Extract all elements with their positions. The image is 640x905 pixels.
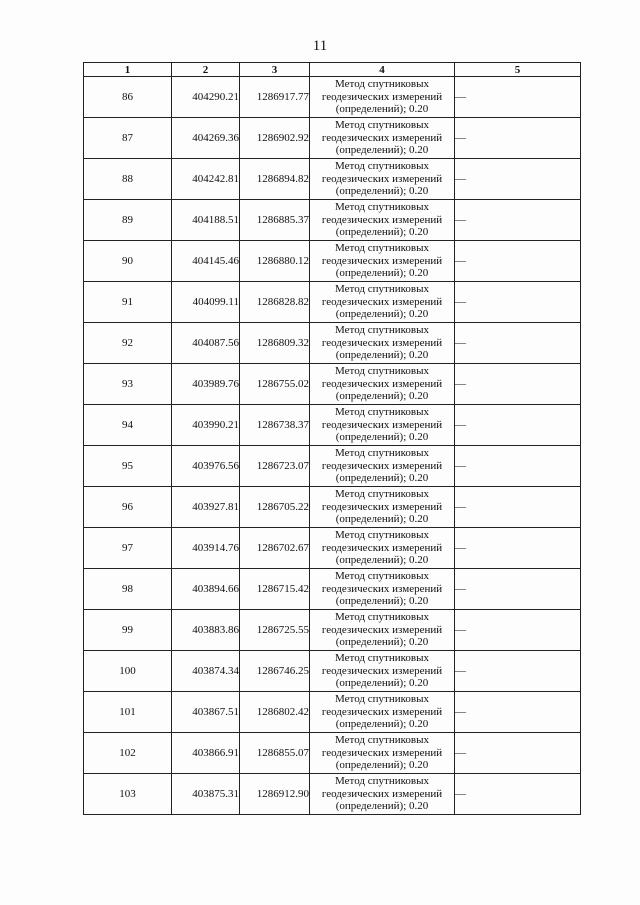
method-cell: Метод спутниковых геодезических измерений (определений); 0.20 [310, 610, 455, 651]
point-number-cell: 86 [84, 77, 172, 118]
method-cell: Метод спутниковых геодезических измерений (определений); 0.20 [310, 487, 455, 528]
table-header-row [84, 63, 581, 77]
point-number-cell: 102 [84, 733, 172, 774]
y-coordinate-cell: 1286738.37 [240, 405, 310, 446]
note-cell: — [455, 692, 581, 733]
note-cell: — [455, 118, 581, 159]
x-coordinate-cell: 403883.86 [172, 610, 240, 651]
point-number-cell: 101 [84, 692, 172, 733]
y-coordinate-cell: 1286855.07 [240, 733, 310, 774]
table-row [84, 651, 581, 692]
x-coordinate-cell: 404242.81 [172, 159, 240, 200]
note-cell: — [455, 77, 581, 118]
method-cell: Метод спутниковых геодезических измерений (определений); 0.20 [310, 733, 455, 774]
y-coordinate-cell: 1286702.67 [240, 528, 310, 569]
note-cell: — [455, 487, 581, 528]
table-row [84, 159, 581, 200]
method-cell: Метод спутниковых геодезических измерений (определений); 0.20 [310, 77, 455, 118]
method-cell: Метод спутниковых геодезических измерений (определений); 0.20 [310, 323, 455, 364]
column-header-3: 3 [240, 63, 310, 77]
point-number-cell: 95 [84, 446, 172, 487]
table-row [84, 364, 581, 405]
note-cell: — [455, 774, 581, 815]
method-cell: Метод спутниковых геодезических измерений (определений); 0.20 [310, 159, 455, 200]
table-row [84, 323, 581, 364]
note-cell: — [455, 569, 581, 610]
method-cell: Метод спутниковых геодезических измерений (определений); 0.20 [310, 446, 455, 487]
method-cell: Метод спутниковых геодезических измерений (определений); 0.20 [310, 364, 455, 405]
note-cell: — [455, 200, 581, 241]
table-row [84, 77, 581, 118]
note-cell: — [455, 241, 581, 282]
method-cell: Метод спутниковых геодезических измерений (определений); 0.20 [310, 528, 455, 569]
note-cell: — [455, 364, 581, 405]
x-coordinate-cell: 403875.31 [172, 774, 240, 815]
table-row [84, 405, 581, 446]
y-coordinate-cell: 1286715.42 [240, 569, 310, 610]
table-row [84, 282, 581, 323]
method-cell: Метод спутниковых геодезических измерений (определений); 0.20 [310, 241, 455, 282]
y-coordinate-cell: 1286902.92 [240, 118, 310, 159]
table-row [84, 733, 581, 774]
column-header-1: 1 [84, 63, 172, 77]
note-cell: — [455, 323, 581, 364]
y-coordinate-cell: 1286828.82 [240, 282, 310, 323]
x-coordinate-cell: 403914.76 [172, 528, 240, 569]
x-coordinate-cell: 403867.51 [172, 692, 240, 733]
coordinates-table [83, 62, 581, 815]
table-row [84, 528, 581, 569]
y-coordinate-cell: 1286723.07 [240, 446, 310, 487]
column-header-2: 2 [172, 63, 240, 77]
y-coordinate-cell: 1286894.82 [240, 159, 310, 200]
point-number-cell: 87 [84, 118, 172, 159]
point-number-cell: 94 [84, 405, 172, 446]
column-header-4: 4 [310, 63, 455, 77]
table-row [84, 118, 581, 159]
x-coordinate-cell: 404099.11 [172, 282, 240, 323]
y-coordinate-cell: 1286885.37 [240, 200, 310, 241]
x-coordinate-cell: 403990.21 [172, 405, 240, 446]
y-coordinate-cell: 1286725.55 [240, 610, 310, 651]
table-row [84, 241, 581, 282]
note-cell: — [455, 651, 581, 692]
note-cell: — [455, 446, 581, 487]
point-number-cell: 89 [84, 200, 172, 241]
point-number-cell: 88 [84, 159, 172, 200]
page-number: 11 [312, 38, 328, 54]
y-coordinate-cell: 1286746.25 [240, 651, 310, 692]
y-coordinate-cell: 1286880.12 [240, 241, 310, 282]
x-coordinate-cell: 403874.34 [172, 651, 240, 692]
point-number-cell: 96 [84, 487, 172, 528]
point-number-cell: 93 [84, 364, 172, 405]
method-cell: Метод спутниковых геодезических измерений (определений); 0.20 [310, 651, 455, 692]
note-cell: — [455, 159, 581, 200]
table-body [84, 77, 581, 815]
note-cell: — [455, 733, 581, 774]
note-cell: — [455, 405, 581, 446]
method-cell: Метод спутниковых геодезических измерений (определений); 0.20 [310, 282, 455, 323]
table-row [84, 569, 581, 610]
table-row [84, 200, 581, 241]
table-row [84, 487, 581, 528]
note-cell: — [455, 282, 581, 323]
table-row [84, 446, 581, 487]
point-number-cell: 91 [84, 282, 172, 323]
x-coordinate-cell: 404269.36 [172, 118, 240, 159]
method-cell: Метод спутниковых геодезических измерений (определений); 0.20 [310, 692, 455, 733]
y-coordinate-cell: 1286755.02 [240, 364, 310, 405]
point-number-cell: 100 [84, 651, 172, 692]
x-coordinate-cell: 403989.76 [172, 364, 240, 405]
table-row [84, 774, 581, 815]
point-number-cell: 92 [84, 323, 172, 364]
x-coordinate-cell: 403976.56 [172, 446, 240, 487]
point-number-cell: 97 [84, 528, 172, 569]
method-cell: Метод спутниковых геодезических измерений (определений); 0.20 [310, 200, 455, 241]
x-coordinate-cell: 403866.91 [172, 733, 240, 774]
y-coordinate-cell: 1286917.77 [240, 77, 310, 118]
column-header-5: 5 [455, 63, 581, 77]
x-coordinate-cell: 404188.51 [172, 200, 240, 241]
y-coordinate-cell: 1286802.42 [240, 692, 310, 733]
y-coordinate-cell: 1286705.22 [240, 487, 310, 528]
method-cell: Метод спутниковых геодезических измерений (определений); 0.20 [310, 774, 455, 815]
y-coordinate-cell: 1286912.90 [240, 774, 310, 815]
point-number-cell: 103 [84, 774, 172, 815]
method-cell: Метод спутниковых геодезических измерений (определений); 0.20 [310, 118, 455, 159]
note-cell: — [455, 528, 581, 569]
y-coordinate-cell: 1286809.32 [240, 323, 310, 364]
point-number-cell: 99 [84, 610, 172, 651]
x-coordinate-cell: 404290.21 [172, 77, 240, 118]
x-coordinate-cell: 403927.81 [172, 487, 240, 528]
point-number-cell: 90 [84, 241, 172, 282]
table-row [84, 610, 581, 651]
method-cell: Метод спутниковых геодезических измерений (определений); 0.20 [310, 569, 455, 610]
method-cell: Метод спутниковых геодезических измерений (определений); 0.20 [310, 405, 455, 446]
table-row [84, 692, 581, 733]
x-coordinate-cell: 404087.56 [172, 323, 240, 364]
x-coordinate-cell: 403894.66 [172, 569, 240, 610]
point-number-cell: 98 [84, 569, 172, 610]
note-cell: — [455, 610, 581, 651]
x-coordinate-cell: 404145.46 [172, 241, 240, 282]
